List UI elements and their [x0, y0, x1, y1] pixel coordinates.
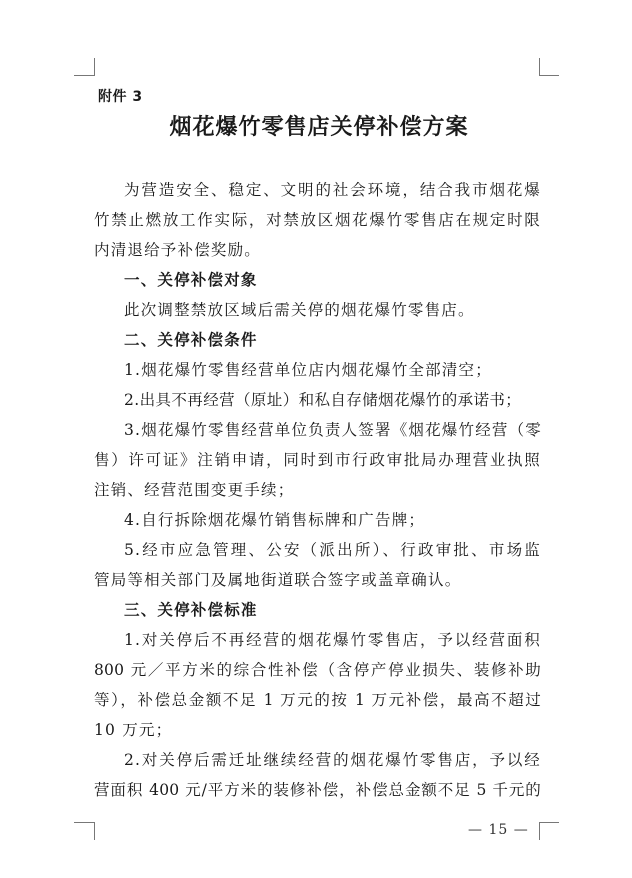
paragraph-line: 管局等相关部门及属地街道联合签字或盖章确认。 — [94, 571, 462, 589]
paragraph-line: 800 元／平方米的综合性补偿（含停产停业损失、装修补助 — [94, 661, 541, 679]
crop-mark-bottom-left-h — [74, 822, 94, 823]
paragraph-line: 2.出具不再经营（原址）和私自存储烟花爆竹的承诺书； — [124, 391, 522, 409]
paragraph-line: 营面积 400 元/平方米的装修补偿，补偿总金额不足 5 千元的 — [94, 781, 541, 799]
paragraph-line: 注销、经营范围变更手续； — [94, 481, 295, 499]
crop-mark-bottom-left-v — [94, 822, 95, 840]
paragraph-line: 2.对关停后需迁址继续经营的烟花爆竹零售店，予以经 — [124, 751, 541, 769]
paragraph-line: 为营造安全、稳定、文明的社会环境，结合我市烟花爆 — [124, 181, 541, 199]
crop-mark-top-right-v — [539, 58, 540, 76]
section-heading: 二、关停补偿条件 — [124, 331, 258, 349]
paragraph-line: 售）许可证》注销申请，同时到市行政审批局办理营业执照 — [94, 451, 541, 469]
crop-mark-top-left-h — [74, 75, 94, 76]
paragraph-line: 3.烟花爆竹零售经营单位负责人签署《烟花爆竹经营（零 — [124, 421, 542, 439]
paragraph-line: 内清退给予补偿奖励。 — [94, 241, 262, 259]
document-title: 烟花爆竹零售店关停补偿方案 — [169, 115, 469, 140]
crop-mark-bottom-right-h — [539, 822, 559, 823]
paragraph-line: 4.自行拆除烟花爆竹销售标牌和广告牌； — [124, 511, 426, 529]
crop-mark-top-left-v — [94, 58, 95, 76]
paragraph-line: 1.对关停后不再经营的烟花爆竹零售店，予以经营面积 — [124, 631, 541, 649]
paragraph-line: 5.经市应急管理、公安（派出所）、行政审批、市场监 — [124, 541, 541, 559]
page-number: — 15 — — [468, 822, 529, 838]
paragraph-line: 10 万元； — [94, 721, 173, 739]
attachment-label: 附件 3 — [98, 89, 143, 105]
section-heading: 三、关停补偿标准 — [124, 601, 258, 619]
crop-mark-top-right-h — [539, 75, 559, 76]
paragraph-line: 此次调整禁放区域后需关停的烟花爆竹零售店。 — [124, 301, 475, 319]
paragraph-line: 1.烟花爆竹零售经营单位店内烟花爆竹全部清空； — [124, 361, 492, 379]
paragraph-line: 竹禁止燃放工作实际，对禁放区烟花爆竹零售店在规定时限 — [94, 211, 541, 229]
paragraph-line: 等），补偿总金额不足 1 万元的按 1 万元补偿，最高不超过 — [94, 691, 541, 709]
section-heading: 一、关停补偿对象 — [124, 271, 258, 289]
crop-mark-bottom-right-v — [539, 822, 540, 840]
